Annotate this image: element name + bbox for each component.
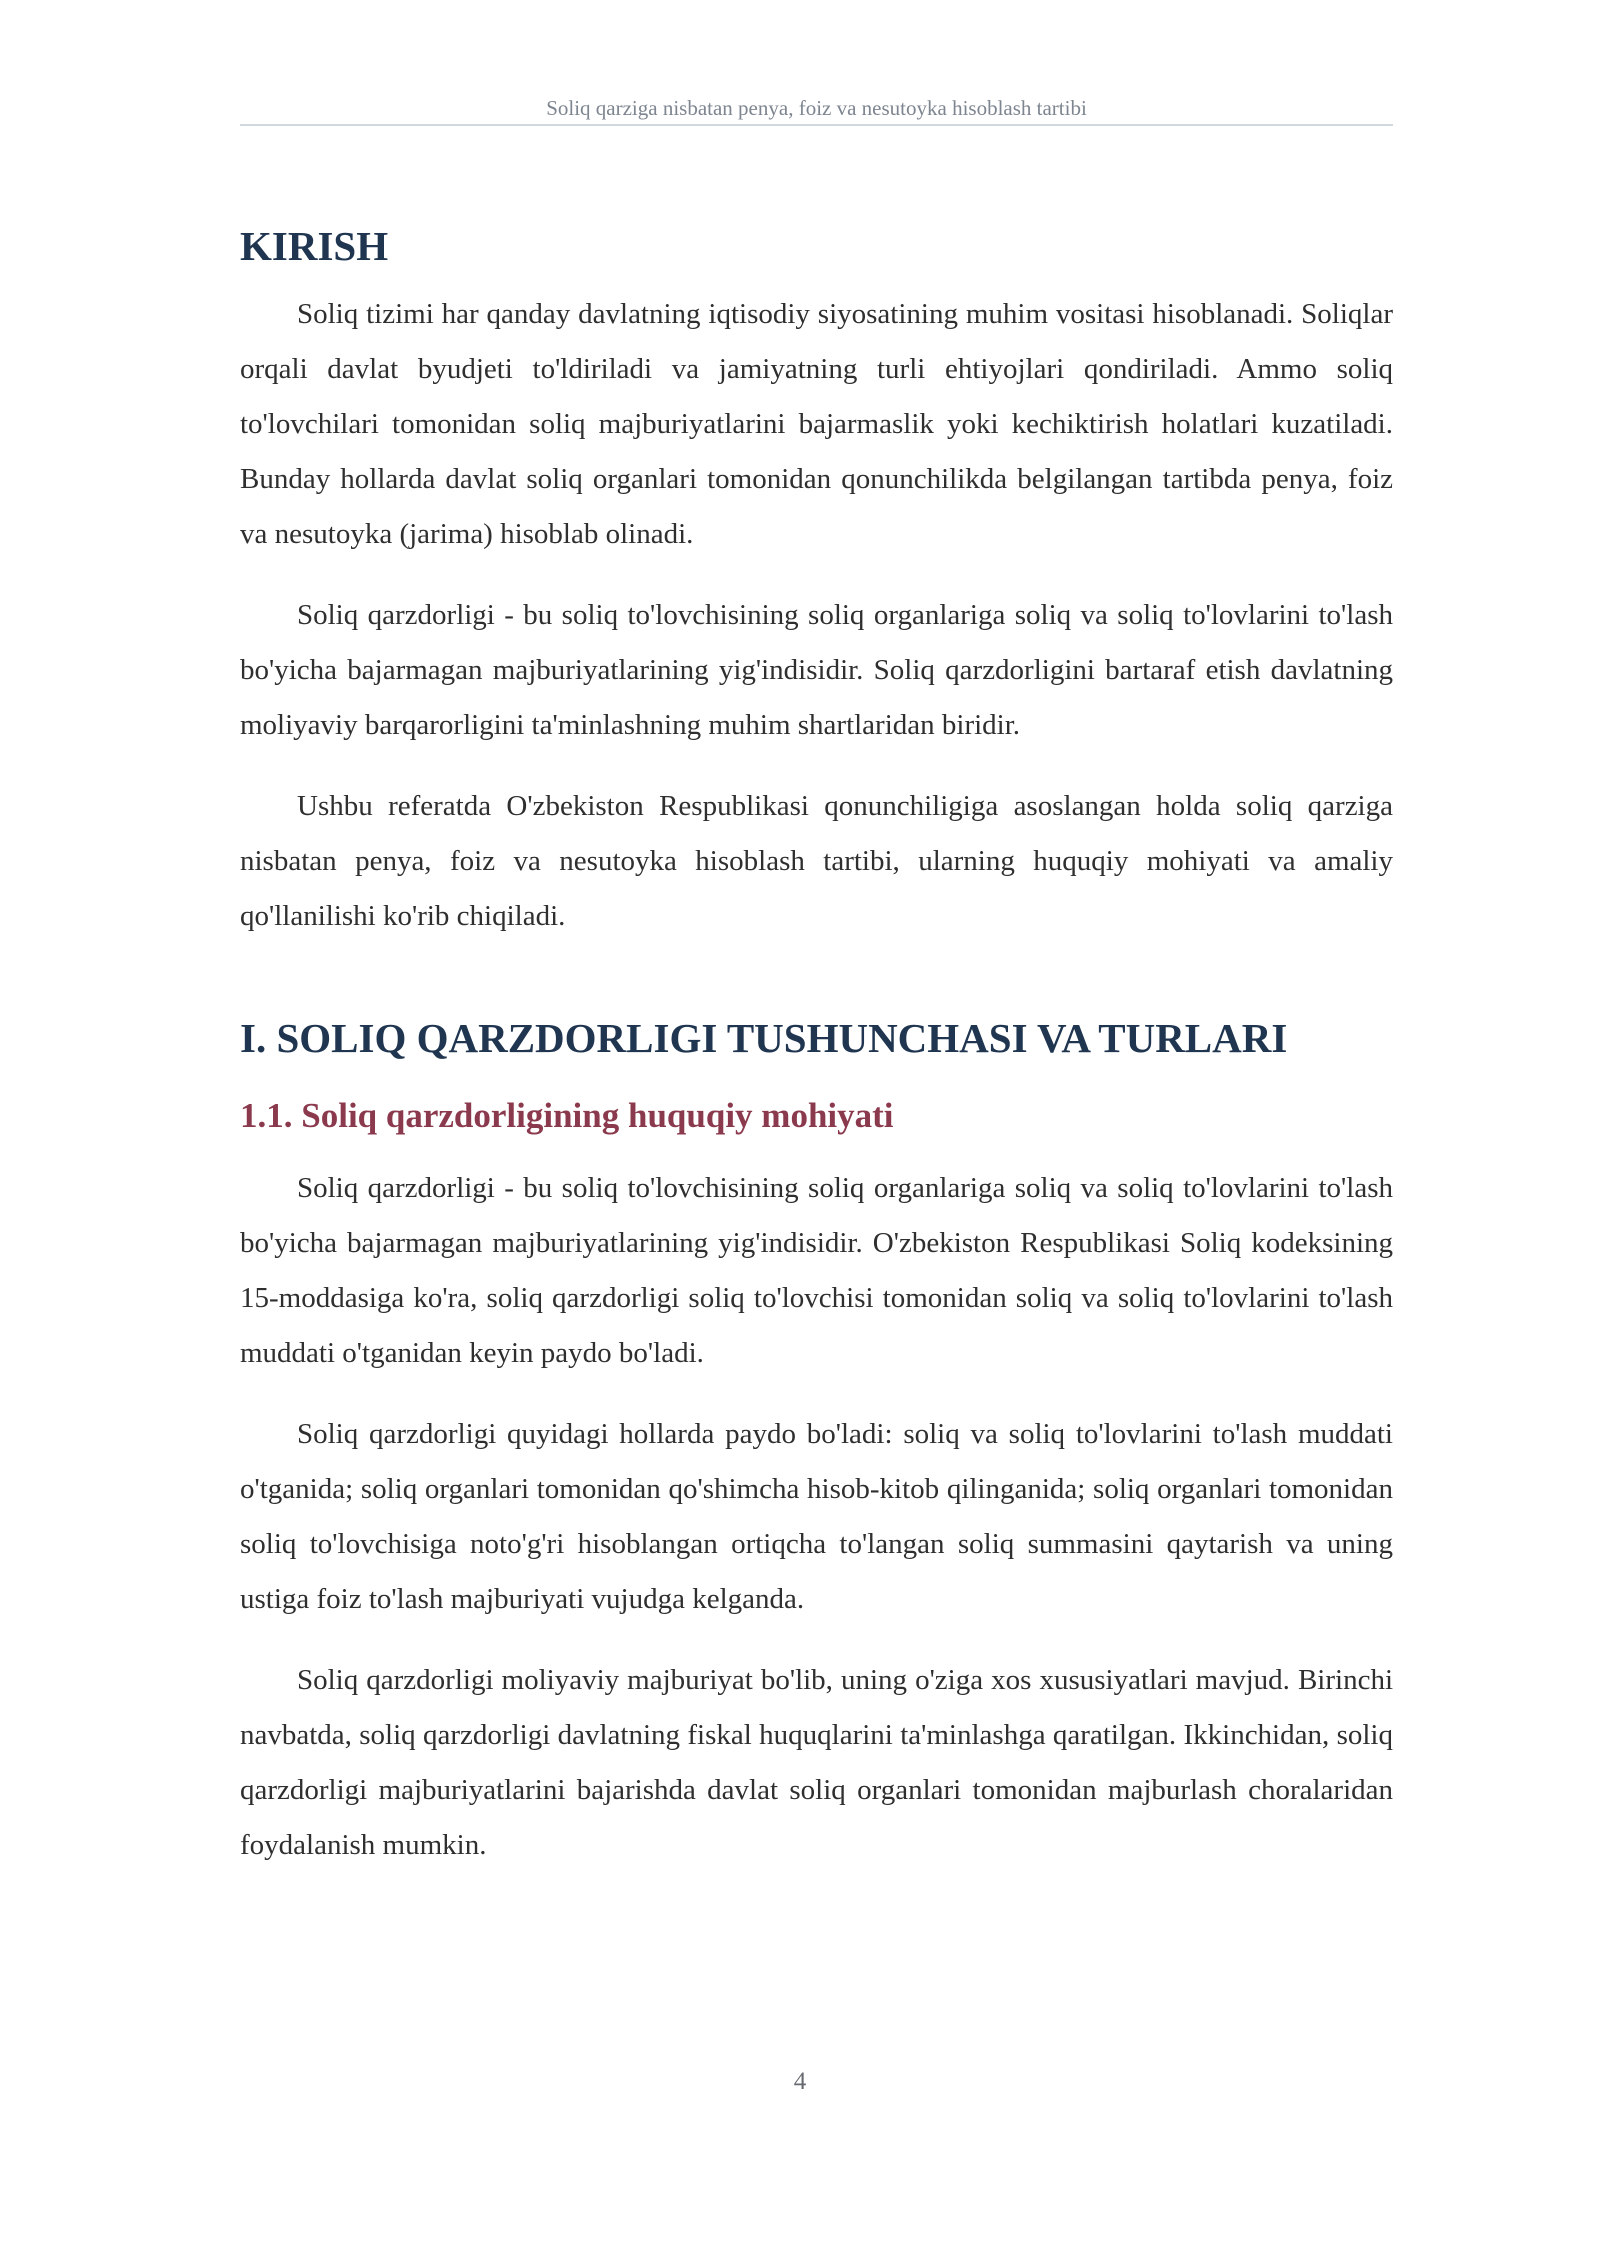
intro-paragraph-2: Soliq qarzdorligi - bu soliq to'lovchisining soliq organlariga soliq va soliq to'lovlarini to'lash bo'yicha bajarmagan majburiyatlarining yig'indisidir. Soliq qarzdorligini bartaraf etish davlatning moliyaviy barqarorligini ta'minlashning muhim shartlaridan biridir. xyxy=(240,599,1393,742)
intro-paragraph-3: Ushbu referatda O'zbekiston Respublikasi qonunchiligiga asoslangan holda soliq qarziga nisbatan penya, foiz va nesutoyka hisoblash tartibi, ularning huquqiy mohiyati va amaliy qo'llanilishi ko'rib chiqiladi. xyxy=(240,790,1393,933)
intro-paragraph-1: Soliq tizimi har qanday davlatning iqtisodiy siyosatining muhim vositasi hisoblanadi. Soliqlar orqali davlat byudjeti to'ldiriladi va jamiyatning turli ehtiyojlari qondiriladi. Ammo soliq to'lovchilari tomonidan soliq majburiyatlarini bajarmaslik yoki kechiktirish holatlari kuzatiladi. Bunday hollarda davlat soliq organlari tomonidan qonunchilikda belgilangan tartibda penya, foiz va nesutoyka (jarima) hisoblab olinadi. xyxy=(240,298,1393,551)
chapter-paragraph-1: Soliq qarzdorligi - bu soliq to'lovchisining soliq organlariga soliq va soliq to'lovlarini to'lash bo'yicha bajarmagan majburiyatlarining yig'indisidir. O'zbekiston Respublikasi Soliq kodeksining 15-moddasiga ko'ra, soliq qarzdorligi soliq to'lovchisi tomonidan soliq va soliq to'lovlarini to'lash muddati o'tganidan keyin paydo bo'ladi. xyxy=(240,1172,1393,1370)
page-number: 4 xyxy=(793,2068,807,2095)
intro-heading: KIRISH xyxy=(240,223,389,269)
running-header: Soliq qarziga nisbatan penya, foiz va nesutoyka hisoblash tartibi xyxy=(546,96,1087,120)
chapter-paragraph-3: Soliq qarzdorligi moliyaviy majburiyat bo'lib, uning o'ziga xos xususiyatlari mavjud. Birinchi navbatda, soliq qarzdorligi davlatning fiskal huquqlarini ta'minlashga qaratilgan. Ikkinchidan, soliq qarzdorligi majburiyatlarini bajarishda davlat soliq organlari tomonidan majburlash choralaridan foydalanish mumkin. xyxy=(240,1664,1393,1862)
header-divider xyxy=(240,124,1393,126)
page-content xyxy=(240,222,1393,1873)
chapter-heading: I. SOLIQ QARZDORLIGI TUSHUNCHASI VA TURLARI xyxy=(240,1015,1288,1062)
subsection-heading: 1.1. Soliq qarzdorligining huquqiy mohiyati xyxy=(240,1096,894,1136)
chapter-paragraph-2: Soliq qarzdorligi quyidagi hollarda paydo bo'ladi: soliq va soliq to'lovlarini to'lash muddati o'tganida; soliq organlari tomonidan qo'shimcha hisob-kitob qilinganida; soliq organlari tomonidan soliq to'lovchisiga noto'g'ri hisoblangan ortiqcha to'langan soliq summasini qaytarish va uning ustiga foiz to'lash majburiyati vujudga kelganda. xyxy=(240,1418,1393,1616)
